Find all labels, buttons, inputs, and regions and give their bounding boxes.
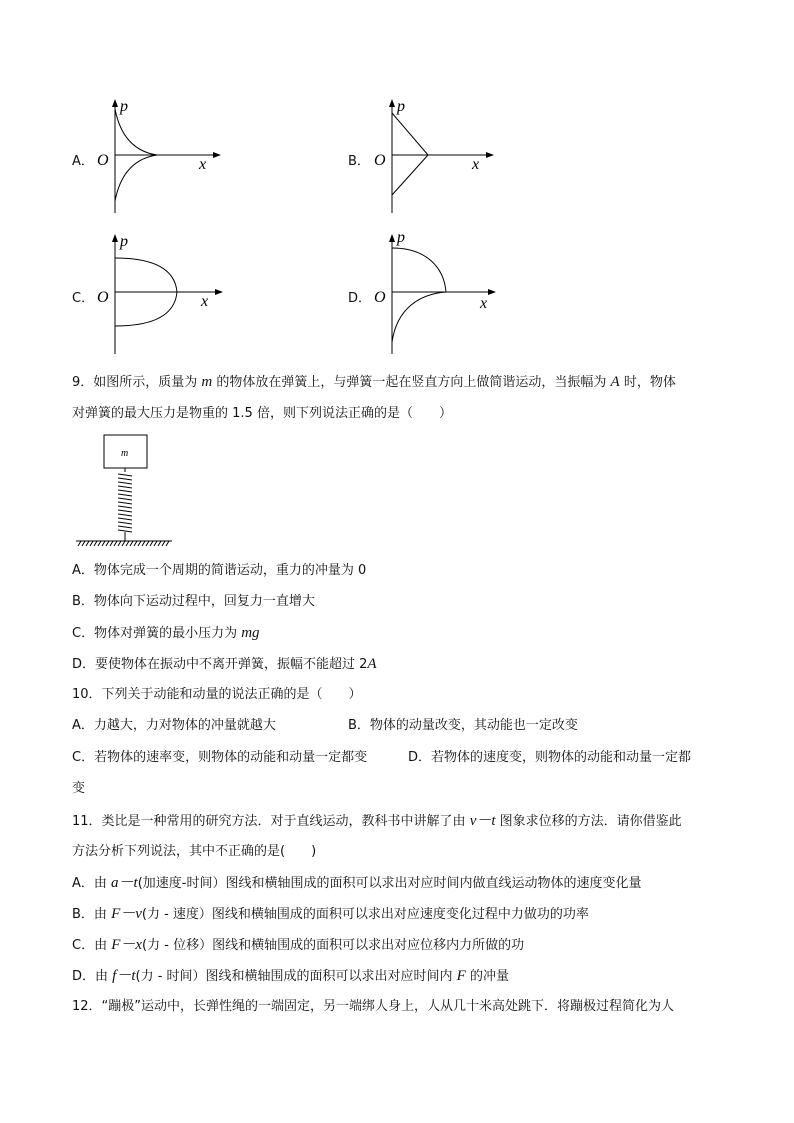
- x-axis-arrow: [488, 289, 496, 295]
- lower-line: [392, 155, 428, 195]
- p-axis-arrow: [389, 234, 395, 242]
- p-label: p: [397, 230, 405, 246]
- q11-option-b: B．由 F－v(力 - 速度）图线和横轴围成的面积可以求出对应速度变化过程中力做功的功率: [72, 906, 589, 922]
- q12-stem: 12．“蹦极”运动中，长弹性绳的一端固定，另一端绑人身上，人从几十米高处跳下．将蹦极过程简化为人: [72, 999, 675, 1014]
- q11-option-c: C．由 F－x(力 - 位移）图线和横轴围成的面积可以求出对应位移内力所做的功: [72, 937, 525, 953]
- q9-option-d: D．要使物体在振动中不离开弹簧，振幅不能超过 2A: [72, 656, 377, 672]
- p-label: p: [120, 233, 128, 250]
- origin-label: O: [97, 152, 109, 169]
- x-label: x: [199, 156, 207, 173]
- origin-label: O: [374, 289, 386, 306]
- graph-c: [95, 230, 235, 355]
- x-axis-arrow: [215, 289, 223, 295]
- ground-hatch: [78, 541, 169, 546]
- q9-option-b: B．物体向下运动过程中，回复力一直增大: [72, 594, 315, 609]
- x-label: x: [480, 295, 488, 312]
- p-label: p: [120, 98, 128, 115]
- q9-stem-line2: 对弹簧的最大压力是物重的 1.5 倍，则下列说法正确的是（ ）: [72, 406, 452, 421]
- upper-line: [392, 113, 428, 155]
- q10-option-b: B．物体的动量改变，其动能也一定改变: [348, 718, 578, 733]
- p-axis-arrow: [389, 99, 395, 107]
- q11-stem-line2: 方法分析下列说法，其中不正确的是( ): [72, 844, 317, 859]
- graph-a: [95, 95, 235, 215]
- origin-label: O: [374, 152, 386, 169]
- q10-option-d-continued: 变: [72, 781, 86, 796]
- x-axis-arrow: [213, 152, 221, 158]
- p-axis-arrow: [112, 234, 118, 242]
- q11-option-a: A．由 a－t(加速度-时间）图线和横轴围成的面积可以求出对应时间内做直线运动物体的速度变化量: [72, 875, 642, 891]
- option-b-label: B．: [348, 154, 370, 169]
- mass-label: m: [121, 448, 129, 459]
- spring-figure: [72, 432, 182, 550]
- graph-d: [372, 230, 512, 355]
- q9-option-a: A．物体完成一个周期的简谐运动，重力的冲量为 0: [72, 563, 367, 578]
- p-label: p: [397, 98, 405, 115]
- spring-coil: [118, 468, 132, 541]
- graph-b: [372, 95, 512, 215]
- q10-option-d: D．若物体的速度变，则物体的动能和动量一定都: [408, 750, 692, 765]
- q10-option-c: C．若物体的速率变，则物体的动能和动量一定都变: [72, 750, 368, 765]
- upper-convex-curve: [392, 248, 446, 292]
- upper-curve: [115, 109, 157, 155]
- origin-label: O: [97, 289, 109, 306]
- x-axis-arrow: [486, 152, 494, 158]
- q10-option-a: A．力越大，力对物体的冲量就越大: [72, 718, 276, 733]
- q11-option-d: D．由 f－t(力 - 时间）图线和横轴围成的面积可以求出对应时间内 F 的冲量: [72, 968, 509, 984]
- option-d-label: D．: [348, 291, 372, 306]
- x-label: x: [472, 156, 480, 173]
- q11-stem-line1: 11．类比是一种常用的研究方法．对于直线运动，教科书中讲解了由 v－t 图象求位移的方法．请你借鉴此: [72, 813, 682, 829]
- lower-concave-curve: [392, 292, 446, 342]
- lower-curve: [115, 155, 157, 201]
- x-label: x: [201, 293, 209, 310]
- q9-option-c: C．物体对弹簧的最小压力为 mg: [72, 625, 260, 641]
- option-a-label: A．: [72, 154, 94, 169]
- p-axis-arrow: [112, 99, 118, 107]
- q9-stem-line1: 9．如图所示，质量为 m 的物体放在弹簧上，与弹簧一起在竖直方向上做简谐运动，当振幅为 A 时，物体: [72, 374, 676, 390]
- q10-stem: 10．下列关于动能和动量的说法正确的是（ ）: [72, 687, 362, 702]
- option-c-label: C．: [72, 291, 95, 306]
